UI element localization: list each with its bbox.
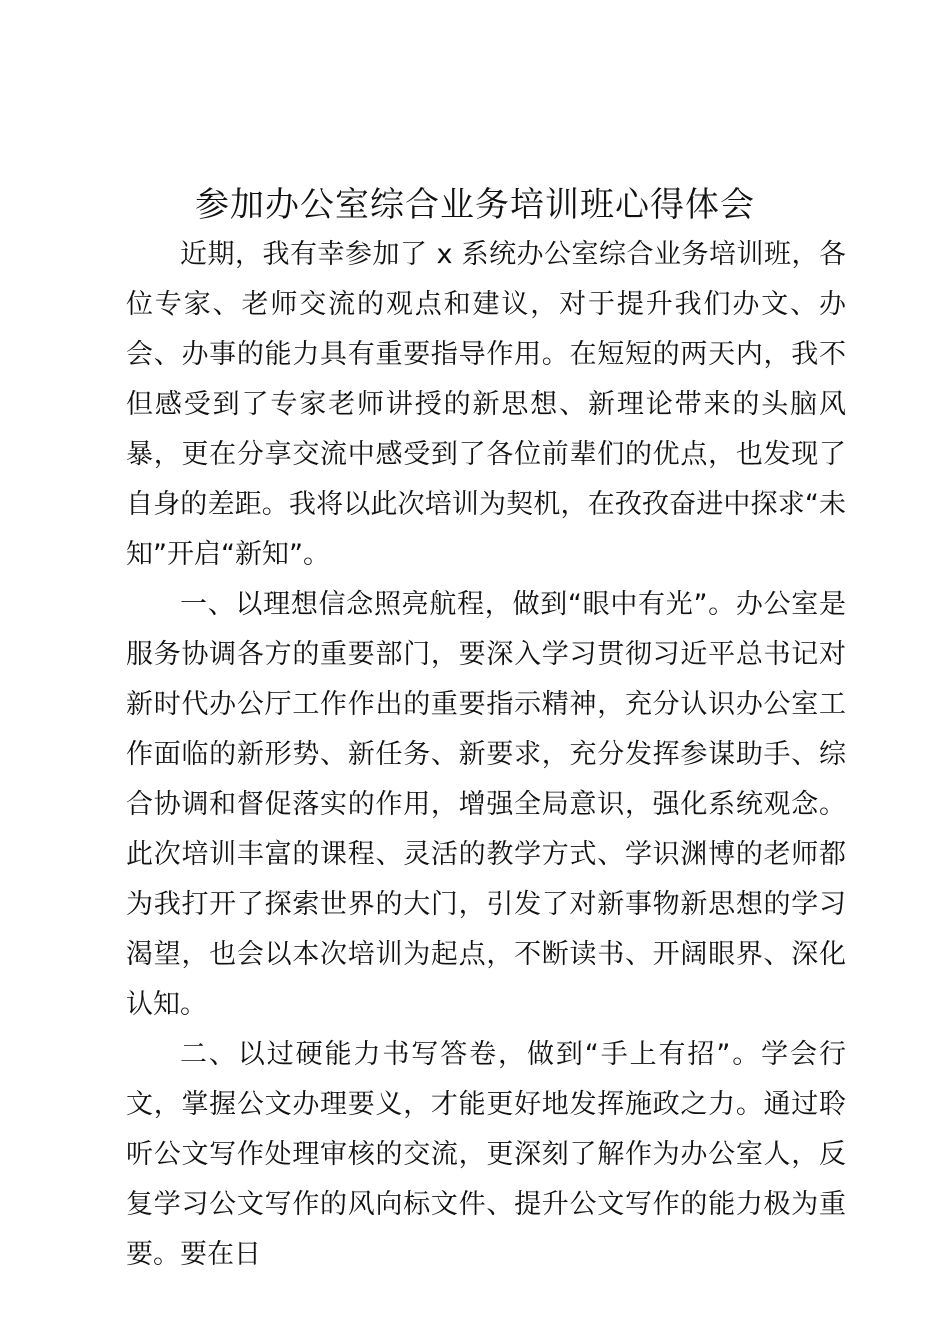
document-title: 参加办公室综合业务培训班心得体会 xyxy=(195,185,755,225)
document-body xyxy=(126,230,846,1280)
paragraph-intro: 近期，我有幸参加了 x 系统办公室综合业务培训班，各位专家、老师交流的观点和建议，对于提升我们办文、办会、办事的能力具有重要指导作用。在短短的两天内，我不但感受到了专家老师讲授的新思想、新理论带来的头脑风暴，更在分享交流中感受到了各位前辈们的优点，也发现了自身的差距。我将以此次培训为契机，在孜孜奋进中探求“未知”开启“新知”。 xyxy=(126,239,846,570)
paragraph-section-2: 二、以过硬能力书写答卷，做到“手上有招”。学会行文，掌握公文办理要义，才能更好地发挥施政之力。通过聆听公文写作处理审核的交流，更深刻了解作为办公室人，反复学习公文写作的风向标文件、提升公文写作的能力极为重要。要在日 xyxy=(126,1039,846,1270)
paragraph-section-1: 一、以理想信念照亮航程，做到“眼中有光”。办公室是服务协调各方的重要部门，要深入学习贯彻习近平总书记对新时代办公厅工作作出的重要指示精神，充分认识办公室工作面临的新形势、新任务、新要求，充分发挥参谋助手、综合协调和督促落实的作用，增强全局意识，强化系统观念。此次培训丰富的课程、灵活的教学方式、学识渊博的老师都为我打开了探索世界的大门，引发了对新事物新思想的学习渴望，也会以本次培训为起点，不断读书、开阔眼界、深化认知。 xyxy=(126,589,846,1020)
